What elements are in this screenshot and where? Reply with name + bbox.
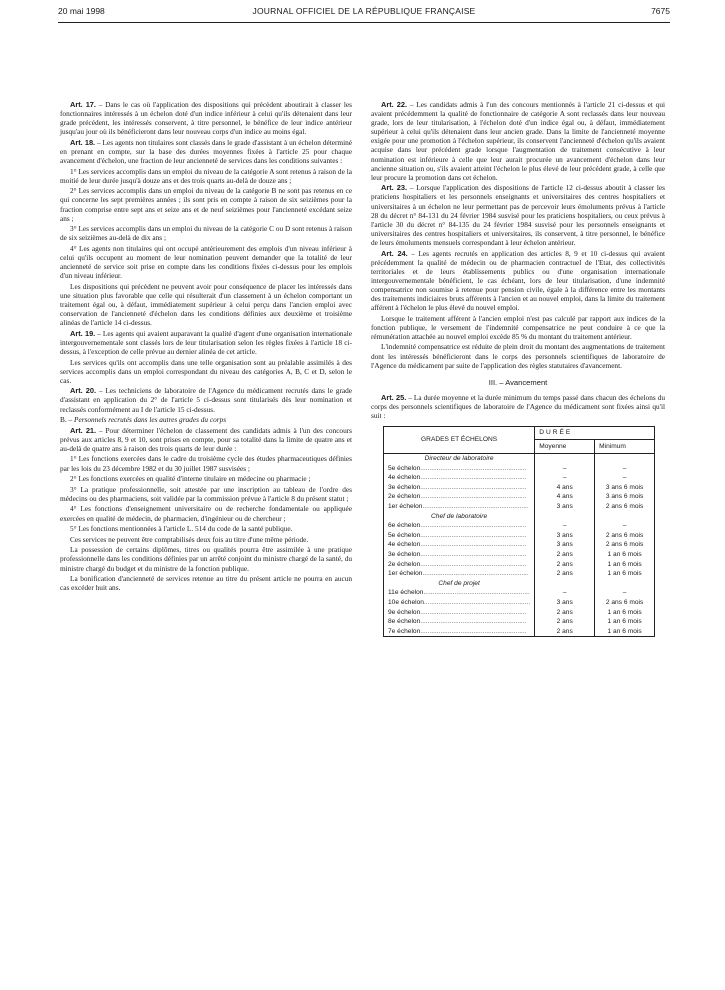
article-number: Art. 18. <box>70 137 96 147</box>
left-column <box>60 100 352 594</box>
body-paragraph: 4° Les agents non titulaires qui ont occupé antérieurement des emplois d'un niveau inférieur à celui qu'ils occupent au moment de leur nomination peuvent demander que la totalité de leur ancienneté de service soit prise en compte dans les conditions fixées ci-dessus pour les emplois d'un niveau inférieur. <box>60 243 352 281</box>
body-paragraph: 1° Les services accomplis dans un emploi du niveau de la catégorie A sont retenus à raison de la moitié de leur durée jusqu'à douze ans et des trois quarts au-delà de douze ans ; <box>60 166 352 185</box>
leader-dots: .......................................................... <box>420 531 527 539</box>
duree-minimum-cell: – <box>595 473 655 483</box>
echelon-label <box>384 464 535 474</box>
duree-minimum-cell: 1 an 6 mois <box>595 550 655 560</box>
table-row <box>384 531 655 541</box>
duree-moyenne-cell: – <box>535 464 595 474</box>
echelon-label <box>384 502 535 512</box>
echelon-label-text: 1er échelon <box>388 570 423 578</box>
echelon-label <box>384 531 535 541</box>
echelon-label-text: 5e échelon <box>388 464 421 472</box>
leader-dots: .......................................................... <box>420 627 527 635</box>
article-text: – Dans le cas où l'application des dispositions qui précèdent aboutirait à classer les fonctionnaires intéressés à un échelon doté d'un indice inférieur à celui qu'ils détenaient dans leur grade précédent, les intéressés conservent, à titre personnel, le bénéfice de leur indice antérieur jusqu'au jour où ils bénéficieront dans leur nouveau corps d'un indice au moins égal. <box>60 100 352 137</box>
table-row <box>384 598 655 608</box>
duree-moyenne-cell: 2 ans <box>535 617 595 627</box>
article-paragraph <box>371 100 665 182</box>
leader-dots: .......................................................... <box>420 464 527 472</box>
duree-minimum-cell: 1 an 6 mois <box>595 569 655 579</box>
section-title: Personnels recrutés dans les autres grades du corps <box>74 415 227 425</box>
leader-dots: .......................................................... <box>420 483 527 491</box>
duree-minimum-cell: 2 ans 6 mois <box>595 540 655 550</box>
body-paragraph: L'indemnité compensatrice est réduite de plein droit du montant des augmentations de traitement dont les intéressés bénéficieront dans le corps des personnels scientifiques de laboratoire de l'Agence du médicament par suite de l'application des règles statutaires d'avancement. <box>371 342 665 370</box>
echelon-label <box>384 617 535 627</box>
article-text: – Lorsque l'application des dispositions de l'article 12 ci-dessus aboutit à classer les praticiens hospitaliers et les personnels enseignants et universitaires des centres hospitaliers et universitaires à un échelon ne leur permettant pas de percevoir leurs émoluments prévus à l'article 28 du décret n° 84-131 du 24 février 1984 susvisé pour les praticiens hospitaliers, ou ceux prévus à l'article 30 du décret n° 84-135 du 24 février 1984 susvisé pour les personnels enseignants et universitaires des centres hospitaliers et universitaires, ils conservent, à titre personnel, le bénéfice de leurs émoluments mensuels correspondant à leur échelon antérieur. <box>371 183 665 247</box>
echelon-label-text: 3e échelon <box>388 483 421 491</box>
echelon-label <box>384 560 535 570</box>
duree-minimum-cell: 2 ans 6 mois <box>595 598 655 608</box>
duree-moyenne-cell: 2 ans <box>535 550 595 560</box>
section-heading <box>60 415 352 424</box>
table-row <box>384 550 655 560</box>
echelon-label-text: 9e échelon <box>388 608 421 616</box>
article-number: Art. 23. <box>381 183 408 193</box>
body-paragraph: 1° Les fonctions exercées dans le cadre du troisième cycle des études pharmaceutiques définies par les lois du 23 décembre 1982 et du 30 juillet 1987 susvisées ; <box>60 454 352 473</box>
leader-dots: .......................................................... <box>420 560 527 568</box>
duree-table <box>383 426 655 637</box>
duree-minimum-cell: 1 an 6 mois <box>595 627 655 637</box>
duree-minimum-cell: 3 ans 6 mois <box>595 483 655 493</box>
body-paragraph: 3° Les services accomplis dans un emploi du niveau de la catégorie C ou D sont retenus à raison de six seizièmes au-delà de dix ans ; <box>60 224 352 243</box>
echelon-label <box>384 608 535 618</box>
duree-minimum-cell: 3 ans 6 mois <box>595 492 655 502</box>
duree-minimum-cell: 1 an 6 mois <box>595 560 655 570</box>
section-heading <box>371 378 665 387</box>
body-paragraph: 2° Les services accomplis dans un emploi du niveau de la catégorie B ne sont pas retenus en ce qui concerne les sept premières années ; ils sont pris en compte à raison de six seizièmes pour la fraction comprise entre sept ans et seize ans et de neuf seizièmes pour l'ancienneté excédant seize ans ; <box>60 186 352 223</box>
leader-dots: .......................................................... <box>420 608 527 616</box>
article-paragraph <box>60 426 352 453</box>
echelon-label <box>384 540 535 550</box>
header-date: 20 mai 1998 <box>58 6 105 16</box>
header-title: JOURNAL OFFICIEL DE LA RÉPUBLIQUE FRANÇAISE <box>252 6 476 16</box>
article-paragraph <box>60 100 352 136</box>
article-number: Art. 25. <box>381 392 407 402</box>
leader-dots: .......................................................... <box>423 589 530 597</box>
echelon-label-text: 5e échelon <box>388 531 421 539</box>
echelon-label-text: 4e échelon <box>388 541 421 549</box>
table-row <box>384 608 655 618</box>
body-paragraph: 4° Les fonctions d'enseignement universitaire ou de recherche fondamentale ou appliquée exercées en qualité de médecin, de pharmacien, d'ingénieur ou de chercheur ; <box>60 504 352 523</box>
duree-moyenne-cell: 3 ans <box>535 598 595 608</box>
column-header-minimum: Minimum <box>595 440 655 454</box>
duree-moyenne-cell: 3 ans <box>535 531 595 541</box>
article-number: Art. 19. <box>70 328 96 338</box>
table-row <box>384 540 655 550</box>
article-number: Art. 21. <box>70 425 97 435</box>
echelon-label-text: 6e échelon <box>388 522 421 530</box>
duree-minimum-cell: 1 an 6 mois <box>595 617 655 627</box>
duree-moyenne-cell: 2 ans <box>535 569 595 579</box>
table-row <box>384 617 655 627</box>
article-text: – Les techniciens de laboratoire de l'Agence du médicament recrutés dans le grade d'assistant en application du 2° de l'article 5 ci-dessus sont titularisés dès leur nomination et reclassés conformément au I de l'article 15 ci-dessus. <box>60 386 352 414</box>
duree-minimum-cell: 1 an 6 mois <box>595 608 655 618</box>
echelon-label-text: 2e échelon <box>388 493 421 501</box>
article-paragraph <box>60 329 352 356</box>
table-group-row <box>384 454 655 464</box>
duree-minimum-cell: – <box>595 464 655 474</box>
duree-moyenne-cell: 4 ans <box>535 492 595 502</box>
article-paragraph <box>371 183 665 247</box>
leader-dots: .......................................................... <box>420 541 527 549</box>
section-title: Avancement <box>505 377 548 387</box>
leader-dots: .......................................................... <box>422 503 529 511</box>
echelon-label-text: 4e échelon <box>388 474 421 482</box>
duree-minimum-cell: 2 ans 6 mois <box>595 502 655 512</box>
article-paragraph <box>60 386 352 413</box>
duree-minimum-cell: – <box>595 588 655 598</box>
article-paragraph <box>371 249 665 313</box>
leader-dots: .......................................................... <box>420 618 527 626</box>
table-body <box>384 454 655 637</box>
echelon-label-text: 8e échelon <box>388 618 421 626</box>
table-row <box>384 627 655 637</box>
echelon-label <box>384 598 535 608</box>
body-paragraph: Les dispositions qui précèdent ne peuvent avoir pour conséquence de placer les intéressés dans une situation plus favorable que celle qui résulterait d'un classement à un échelon comportant un traitement égal ou, à défaut, immédiatement supérieur à celui perçu dans l'ancien emploi avec conservation de l'ancienneté d'échelon dans les conditions définies aux deuxième et troisième alinéas de l'article 14 ci-dessus. <box>60 281 352 328</box>
section-label: III. – <box>488 377 504 387</box>
article-text: – Les agents recrutés en application des articles 8, 9 et 10 ci-dessus qui avaient précédemment la qualité de médecin ou de pharmacien contractuel de l'Etat, des collectivités territoriales et de leurs établissements publics ou d'une organisation internationale intergouvernementale bénéficient, le cas échéant, lors de leur titularisation, d'une indemnité compensatrice non soumise à retenue pour pension civile, égale à la différence entre les montants des traitements indiciaires bruts afférents à l'ancien et au nouvel emploi, dans la limite du traitement afférent à l'échelon le plus élevé du nouvel emploi. <box>371 248 665 313</box>
duree-moyenne-cell: 2 ans <box>535 627 595 637</box>
right-column <box>371 100 665 637</box>
table-row <box>384 588 655 598</box>
echelon-label-text: 2e échelon <box>388 560 421 568</box>
echelon-label-text: 3e échelon <box>388 551 421 559</box>
article-text: – Les agents qui avaient auparavant la qualité d'agent d'une organisation internationale intergouvernementale sont classés lors de leur titularisation selon les règles fixées à l'article 18 ci-dessus, à l'exception de celle prévue au dernier alinéa de cet article. <box>60 328 353 356</box>
leader-dots: .......................................................... <box>420 474 527 482</box>
echelon-label <box>384 627 535 637</box>
header-page-number: 7675 <box>651 6 670 16</box>
table-row <box>384 521 655 531</box>
leader-dots: .......................................................... <box>420 522 527 530</box>
table-row <box>384 560 655 570</box>
echelon-label-text: 1er échelon <box>388 503 423 511</box>
body-paragraph: 3° La pratique professionnelle, soit attestée par une inscription au tableau de l'ordre des médecins ou des pharmaciens, soit validée par la commission prévue à l'article 8 du présent statut ; <box>60 484 352 503</box>
table-row <box>384 492 655 502</box>
echelon-label <box>384 550 535 560</box>
article-paragraph <box>371 393 665 420</box>
echelon-label <box>384 492 535 502</box>
article-text: – Les agents non titulaires sont classés dans le grade d'assistant à un échelon déterminé en prenant en compte, sur la base des durées moyennes fixées à l'article 25 pour chaque avancement d'échelon, une fraction de leur ancienneté de services dans les conditions suivantes : <box>60 137 353 166</box>
duree-moyenne-cell: – <box>535 588 595 598</box>
echelon-label-text: 11e échelon <box>388 589 424 597</box>
echelon-label <box>384 521 535 531</box>
table-group-row <box>384 579 655 589</box>
article-text: – Les candidats admis à l'un des concours mentionnés à l'article 21 ci-dessus et qui avaient précédemment la qualité de fonctionnaire de catégorie A sont reclassés dans leur nouveau grade, lors de leur titularisation, à l'échelon doté d'un indice égal ou, à défaut, immédiatement supérieur à celui qu'ils détenaient dans leur ancien grade. Dans la limite de l'ancienneté moyenne exigée pour une promotion à l'échelon supérieur, ils conservent l'ancienneté d'échelon qu'ils avaient acquise dans leur précédent grade lorsque l'augmentation de traitement consécutive à leur nomination est inférieure à celle que leur aurait procurée un avancement d'échelon dans leur ancienne situation ou, s'ils avaient atteint l'échelon le plus élevé de leur précédent grade, à celle que leur procure la promotion dans cet échelon. <box>371 100 665 182</box>
leader-dots: .......................................................... <box>423 599 531 606</box>
duree-moyenne-cell: – <box>535 473 595 483</box>
body-paragraph: Les services qu'ils ont accomplis dans une telle organisation sont au préalable assimilés à des services accomplis dans un emploi correspondant du niveau des catégories A, B, C et D, selon le cas. <box>60 357 352 385</box>
body-paragraph: 5° Les fonctions mentionnées à l'article L. 514 du code de la santé publique. <box>70 524 293 534</box>
leader-dots: .......................................................... <box>420 493 527 501</box>
echelon-label <box>384 588 535 598</box>
right-column-text <box>371 100 665 420</box>
body-paragraph: La possession de certains diplômes, titres ou qualités pourra être assimilée à une pratique professionnelle dans les conditions définies par un arrêté conjoint du ministre chargé de la santé, du ministre chargé du budget et du ministre de la fonction publique. <box>60 545 352 573</box>
column-header-duree: DURÉE <box>535 427 655 440</box>
duree-moyenne-cell: 4 ans <box>535 483 595 493</box>
article-paragraph <box>60 138 352 165</box>
article-text: – Pour déterminer l'échelon de classement des candidats admis à l'un des concours prévus aux articles 8, 9 et 10, sont prises en compte, pour sa totalité dans la limite de quatre ans et au-delà de quatre ans à raison des trois quarts de leur durée : <box>60 425 352 453</box>
page-header <box>58 4 670 20</box>
echelon-label <box>384 473 535 483</box>
section-label: B. – <box>60 415 73 425</box>
column-header-grades: GRADES ET ÉCHELONS <box>384 427 535 454</box>
group-name: Directeur de laboratoire <box>384 454 535 464</box>
duree-moyenne-cell: 3 ans <box>535 540 595 550</box>
article-number: Art. 20. <box>70 386 97 396</box>
table-row <box>384 483 655 493</box>
article-text: – La durée moyenne et la durée minimum du temps passé dans chacun des échelons du corps des personnels scientifiques de laboratoire de l'Agence du médicament sont fixées ainsi qu'il suit : <box>371 392 665 420</box>
duree-moyenne-cell: 2 ans <box>535 608 595 618</box>
body-paragraph: Ces services ne peuvent être comptabilisés deux fois au titre d'une même période. <box>70 534 309 544</box>
group-name: Chef de laboratoire <box>384 512 535 522</box>
duree-minimum-cell: 2 ans 6 mois <box>595 531 655 541</box>
article-number: Art. 22. <box>381 100 408 109</box>
article-number: Art. 24. <box>381 248 408 258</box>
table-group-row <box>384 512 655 522</box>
echelon-label-text: 7e échelon <box>388 627 421 635</box>
body-paragraph: Lorsque le traitement afférent à l'ancien emploi n'est pas calculé par rapport aux indices de la fonction publique, le versement de l'indemnité compensatrice ne peut conduire à ce que la rémunération attachée au nouvel emploi excède 85 % du montant du traitement antérieur. <box>371 313 665 341</box>
table-row <box>384 464 655 474</box>
body-paragraph: 2° Les fonctions exercées en qualité d'interne titulaire en médecine ou pharmacie ; <box>70 474 311 484</box>
echelon-label <box>384 483 535 493</box>
duree-moyenne-cell: 2 ans <box>535 560 595 570</box>
article-number: Art. 17. <box>70 100 96 109</box>
leader-dots: .......................................................... <box>422 570 529 578</box>
table-row <box>384 569 655 579</box>
body-paragraph: La bonification d'ancienneté de services retenue au titre du présent article ne pourra en aucun cas excéder huit ans. <box>60 574 352 593</box>
header-rule <box>58 22 670 23</box>
column-header-moyenne: Moyenne <box>535 440 595 454</box>
echelon-label <box>384 569 535 579</box>
leader-dots: .......................................................... <box>420 551 527 559</box>
table-row <box>384 473 655 483</box>
duree-moyenne-cell: 3 ans <box>535 502 595 512</box>
duree-moyenne-cell: – <box>535 521 595 531</box>
group-name: Chef de projet <box>384 579 535 589</box>
table-row <box>384 502 655 512</box>
duree-minimum-cell: – <box>595 521 655 531</box>
echelon-label-text: 10e échelon <box>388 599 424 606</box>
